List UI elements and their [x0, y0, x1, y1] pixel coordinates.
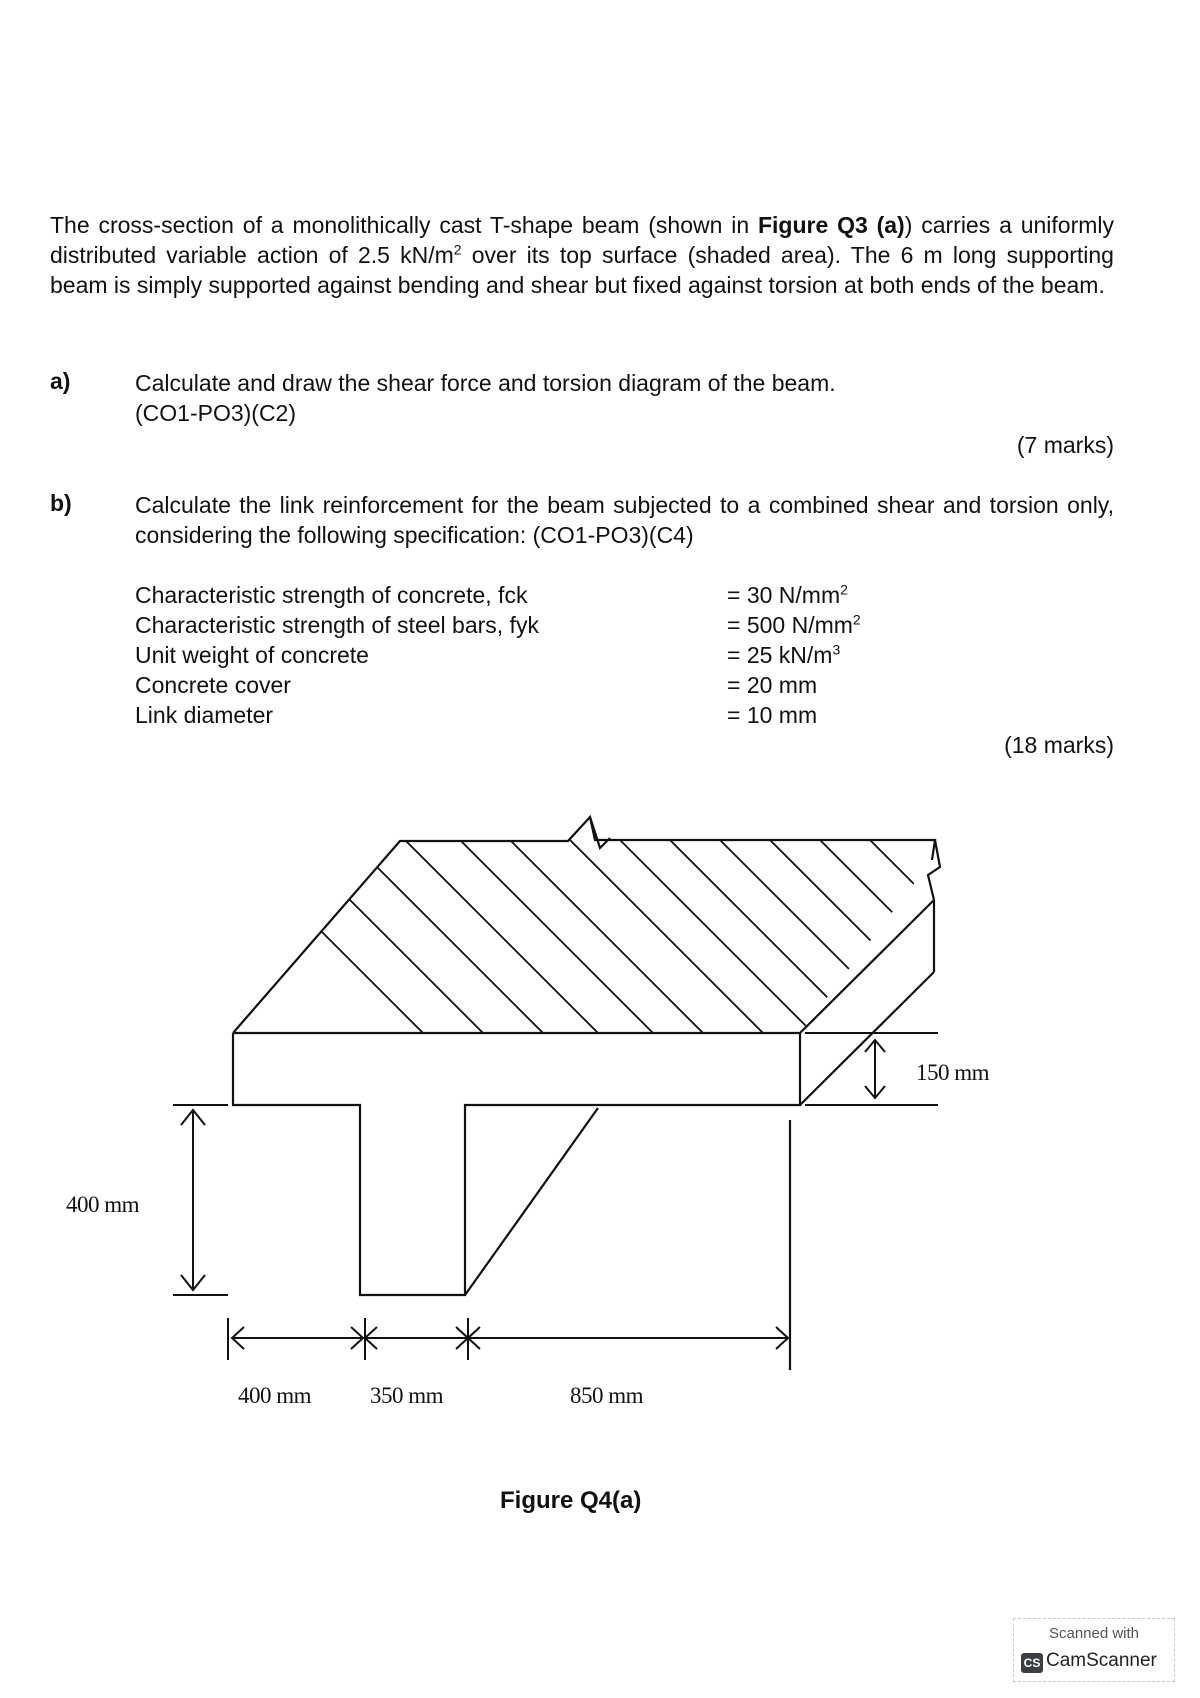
- spec-label: Characteristic strength of concrete, fck: [135, 582, 528, 608]
- camscanner-logo-icon: CS: [1021, 1653, 1043, 1673]
- spec-value: = 10 mm: [727, 702, 818, 728]
- part-a-line1: Calculate and draw the shear force and torsion diagram of the beam.: [135, 370, 836, 396]
- superscript: 2: [453, 241, 462, 258]
- spec-value: = 30 $N/mm^2$: [727, 581, 848, 608]
- part-b-marks: (18 marks): [1004, 732, 1114, 758]
- part-a-line2: (CO1-PO3)(C2): [135, 400, 297, 426]
- camscanner-text: CamScanner: [1046, 1650, 1157, 1671]
- dim-web-width: 350 mm: [370, 1383, 444, 1408]
- spec-value: = 20 mm: [727, 672, 818, 698]
- hatching: [290, 800, 1080, 1050]
- spec-label: Unit weight of concrete: [135, 642, 369, 668]
- scanned-with-text: Scanned with: [1048, 1625, 1140, 1642]
- spec-label: Characteristic strength of steel bars, fyk: [135, 612, 539, 638]
- spec-label: Link diameter: [135, 702, 274, 728]
- intro-text-1: The cross-section of a monolithically cast T-shape beam (shown in: [50, 212, 758, 238]
- part-a-marks: (7 marks): [1016, 432, 1114, 458]
- intro-text-3: over its top surface (shaded area). The 6 m long supporting beam is simply supported against bending and shear but fixed against torsion at both ends of the beam.: [50, 242, 1114, 298]
- spec-value: = 25 $kN/m^3$: [727, 641, 841, 668]
- part-a-label: a): [50, 368, 71, 394]
- figure-caption: Figure Q4(a): [500, 1487, 642, 1514]
- spec-value: = 500 $N/mm^2$: [727, 611, 861, 638]
- spec-label: Concrete cover: [135, 672, 291, 698]
- dim-right-flange: 850 mm: [570, 1383, 644, 1408]
- figure-reference: Figure Q3 (a): [757, 212, 905, 238]
- dim-overall-depth: 400 mm: [66, 1192, 140, 1217]
- intro-text-2: ) carries a uniformly distributed variable action of 2.5 kN/m: [50, 212, 1114, 268]
- part-b-question: Calculate the link reinforcement for the beam subjected to a combined shear and torsion only, considering the following specification: (CO1-PO3)(C4): [135, 492, 1114, 548]
- dim-flange-thickness: 150 mm: [916, 1060, 990, 1085]
- scanner-watermark: [1013, 1618, 1175, 1682]
- part-b-label: b): [50, 490, 72, 516]
- dim-left-flange: 400 mm: [238, 1383, 312, 1408]
- t-section-outline: [233, 1033, 800, 1295]
